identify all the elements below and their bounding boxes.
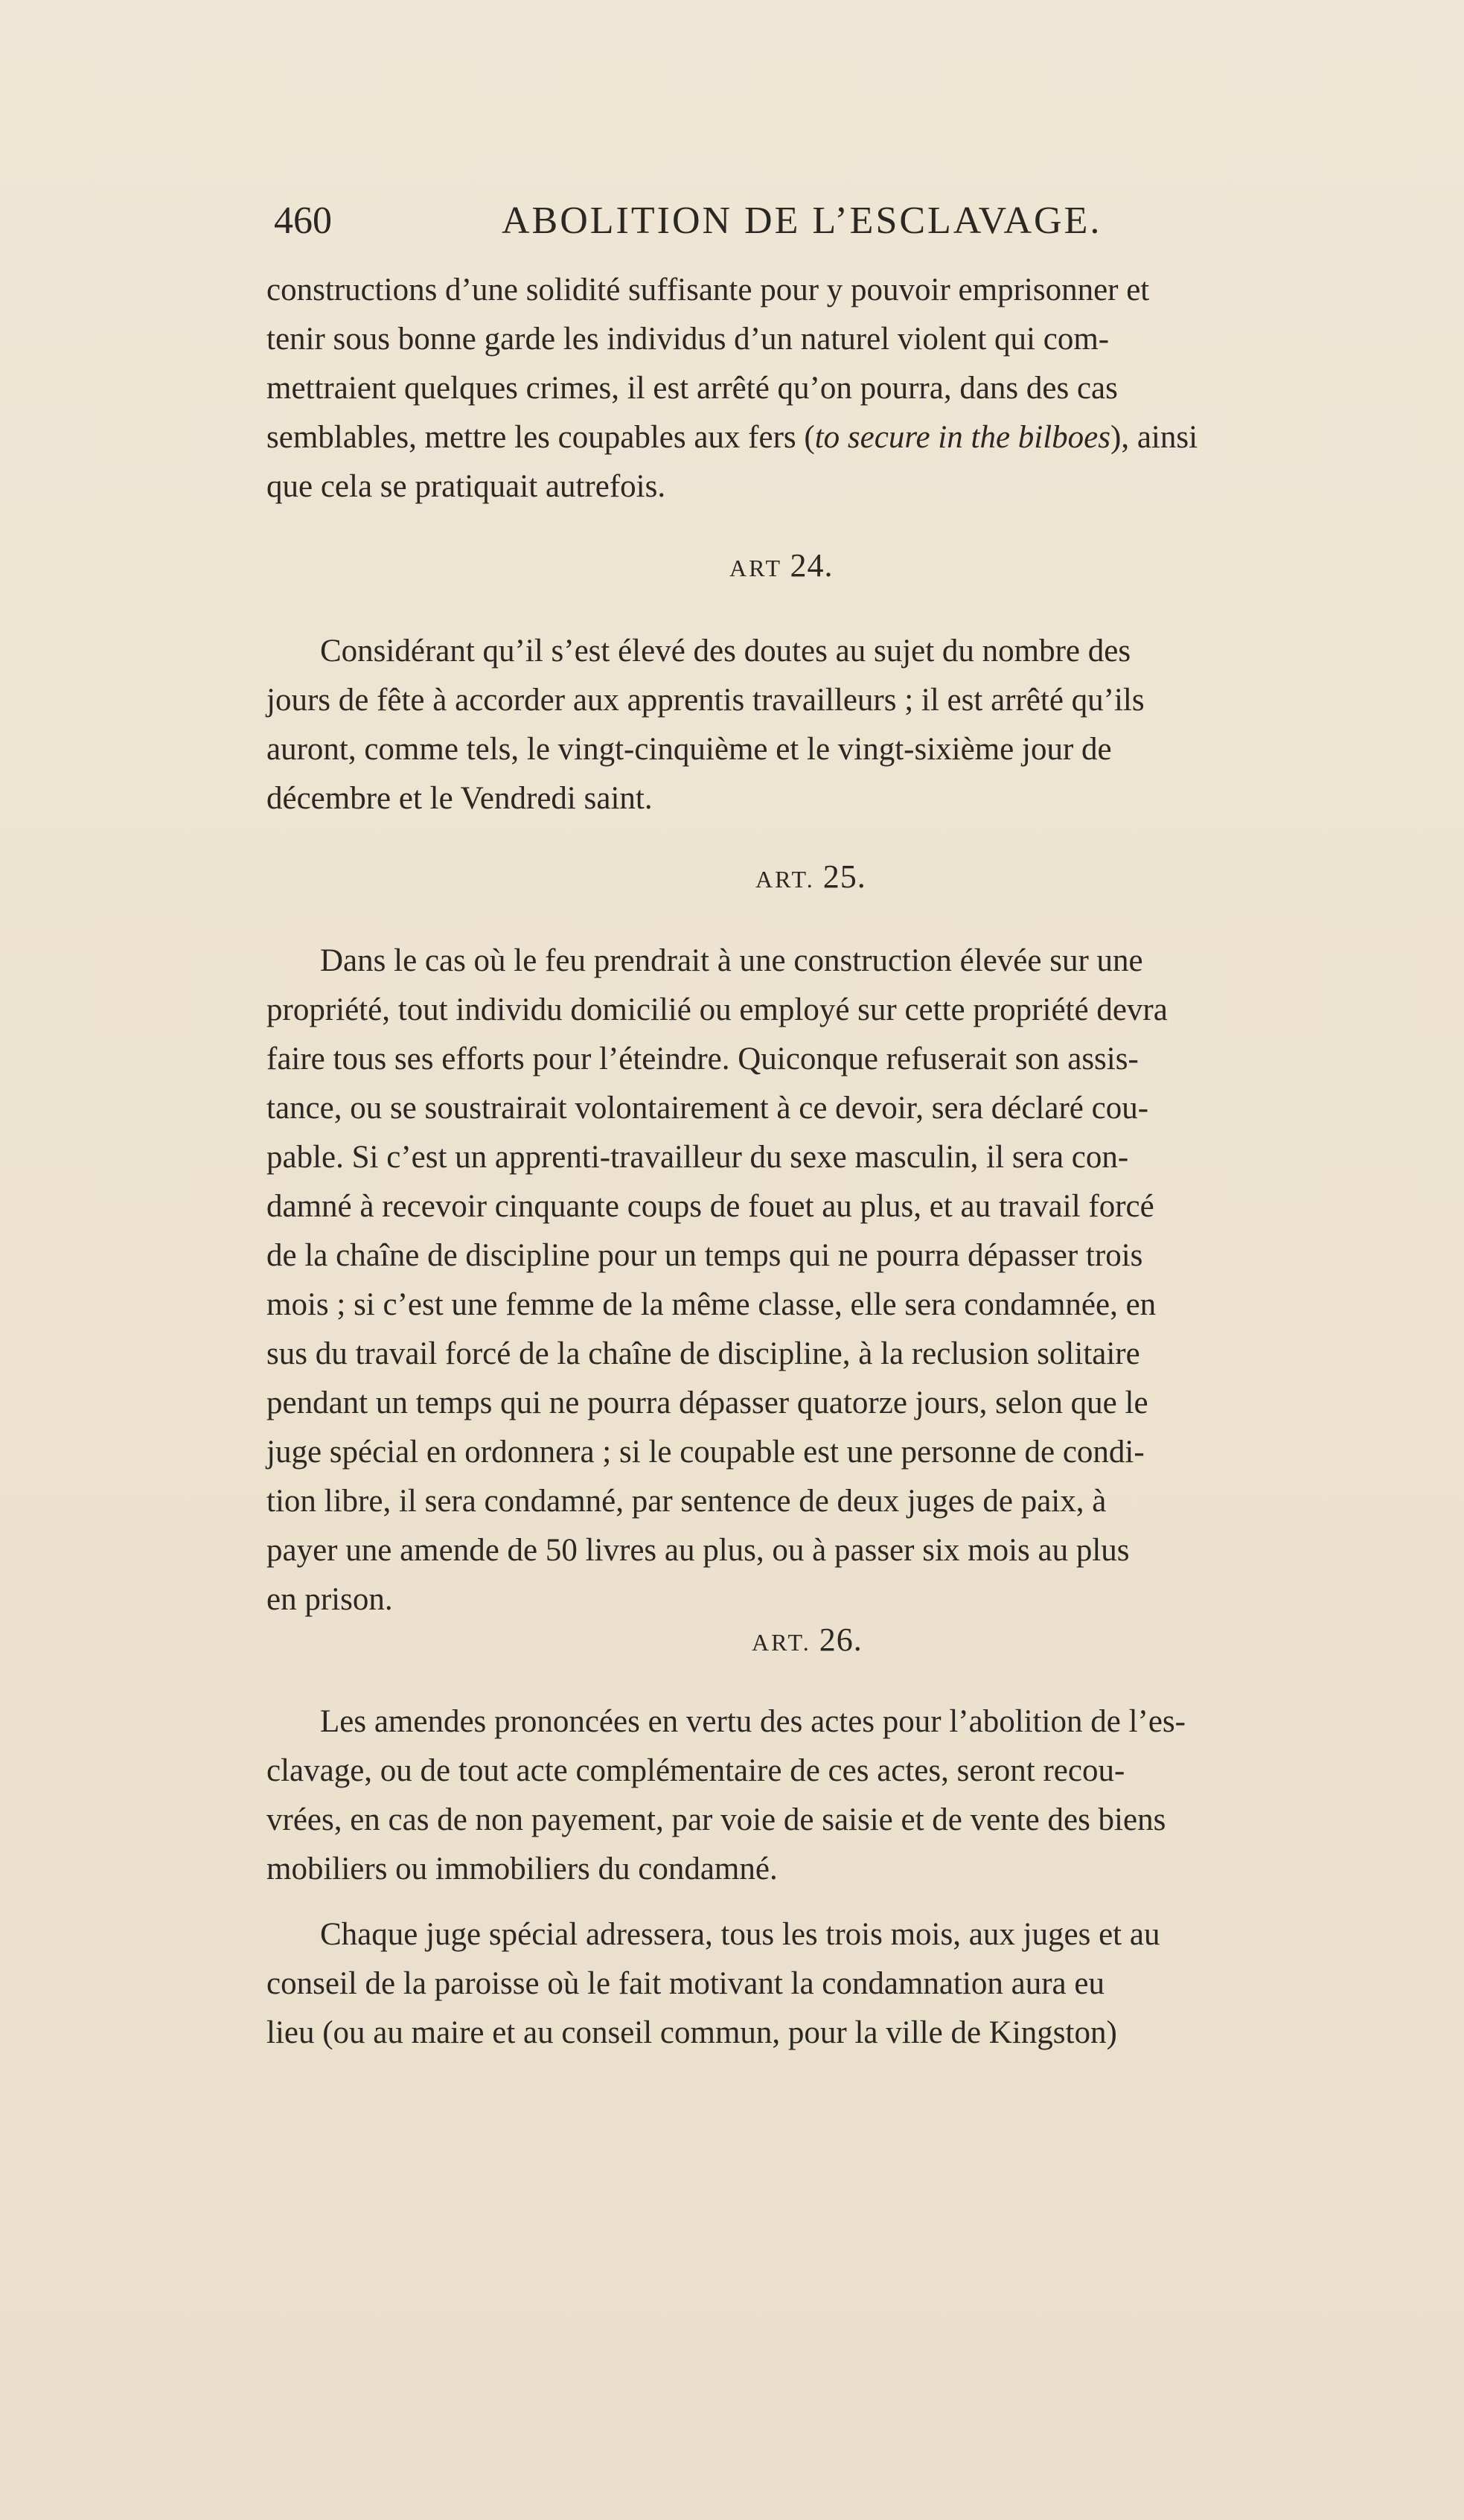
text-line: tenir sous bonne garde les individus d’un naturel violent qui com- bbox=[266, 322, 1110, 357]
text-line: décembre et le Vendredi saint. bbox=[266, 781, 653, 816]
text-line: que cela se pratiquait autrefois. bbox=[266, 469, 666, 504]
article-label: ART. bbox=[752, 1629, 811, 1656]
text-line: damné à recevoir cinquante coups de fouet au plus, et au travail forcé bbox=[266, 1189, 1154, 1224]
text-line: en prison. bbox=[266, 1582, 393, 1617]
article-heading-24 bbox=[729, 547, 834, 587]
article-label: ART. bbox=[755, 866, 815, 893]
text-line: faire tous ses efforts pour l’éteindre. Quiconque refuserait son assis- bbox=[266, 1042, 1139, 1076]
text-line: conseil de la paroisse où le fait motivant la condamnation aura eu bbox=[266, 1966, 1105, 2001]
text-segment: semblables, mettre les coupables aux fers ( bbox=[266, 420, 815, 455]
text-line bbox=[266, 413, 1383, 462]
text-line: de la chaîne de discipline pour un temps qui ne pourra dépasser trois bbox=[266, 1238, 1143, 1273]
text-line: vrées, en cas de non payement, par voie de saisie et de vente des biens bbox=[266, 1802, 1166, 1837]
article-heading-25 bbox=[755, 858, 866, 898]
text-line: auront, comme tels, le vingt-cinquième et le vingt-sixième jour de bbox=[266, 732, 1112, 767]
text-line: juge spécial en ordonnera ; si le coupable est une personne de condi- bbox=[266, 1435, 1145, 1470]
article-heading-26 bbox=[752, 1621, 863, 1661]
running-title: ABOLITION DE L’ESCLAVAGE. bbox=[502, 200, 1102, 242]
text-line: Chaque juge spécial adressera, tous les trois mois, aux juges et au bbox=[320, 1917, 1160, 1952]
text-line: mobiliers ou immobiliers du condamné. bbox=[266, 1851, 778, 1886]
text-line: clavage, ou de tout acte complémentaire de ces actes, seront recou- bbox=[266, 1753, 1125, 1788]
article-number: 26. bbox=[819, 1621, 863, 1658]
text-line: mettraient quelques crimes, il est arrêté qu’on pourra, dans des cas bbox=[266, 371, 1118, 406]
article-number: 25. bbox=[822, 858, 866, 895]
running-header bbox=[274, 195, 1241, 247]
text-line: constructions d’une solidité suffisante pour y pouvoir emprisonner et bbox=[266, 272, 1150, 307]
text-line: mois ; si c’est une femme de la même classe, elle sera condamnée, en bbox=[266, 1287, 1157, 1322]
text-line: lieu (ou au maire et au conseil commun, pour la ville de Kingston) bbox=[266, 2015, 1117, 2050]
text-line: Dans le cas où le feu prendrait à une construction élevée sur une bbox=[320, 943, 1143, 978]
text-line: payer une amende de 50 livres au plus, ou à passer six mois au plus bbox=[266, 1533, 1130, 1568]
text-line: pendant un temps qui ne pourra dépasser quatorze jours, selon que le bbox=[266, 1385, 1148, 1420]
text-line: Les amendes prononcées en vertu des actes pour l’abolition de l’es- bbox=[320, 1704, 1186, 1739]
text-line: propriété, tout individu domicilié ou employé sur cette propriété devra bbox=[266, 992, 1168, 1027]
article-label: ART bbox=[729, 555, 782, 581]
page-number: 460 bbox=[274, 200, 332, 242]
text-segment: ), ainsi bbox=[1110, 420, 1198, 455]
text-line: jours de fête à accorder aux apprentis travailleurs ; il est arrêté qu’ils bbox=[266, 683, 1145, 718]
text-line: pable. Si c’est un apprenti-travailleur du sexe masculin, il sera con- bbox=[266, 1140, 1129, 1175]
text-line: Considérant qu’il s’est élevé des doutes au sujet du nombre des bbox=[320, 634, 1131, 669]
article-number: 24. bbox=[790, 547, 834, 584]
english-phrase: to secure in the bilboes bbox=[814, 420, 1110, 455]
text-line: sus du travail forcé de la chaîne de discipline, à la reclusion solitaire bbox=[266, 1336, 1140, 1371]
text-line: tance, ou se soustrairait volontairement à ce devoir, sera déclaré cou- bbox=[266, 1091, 1149, 1126]
text-line: tion libre, il sera condamné, par sentence de deux juges de paix, à bbox=[266, 1484, 1107, 1519]
